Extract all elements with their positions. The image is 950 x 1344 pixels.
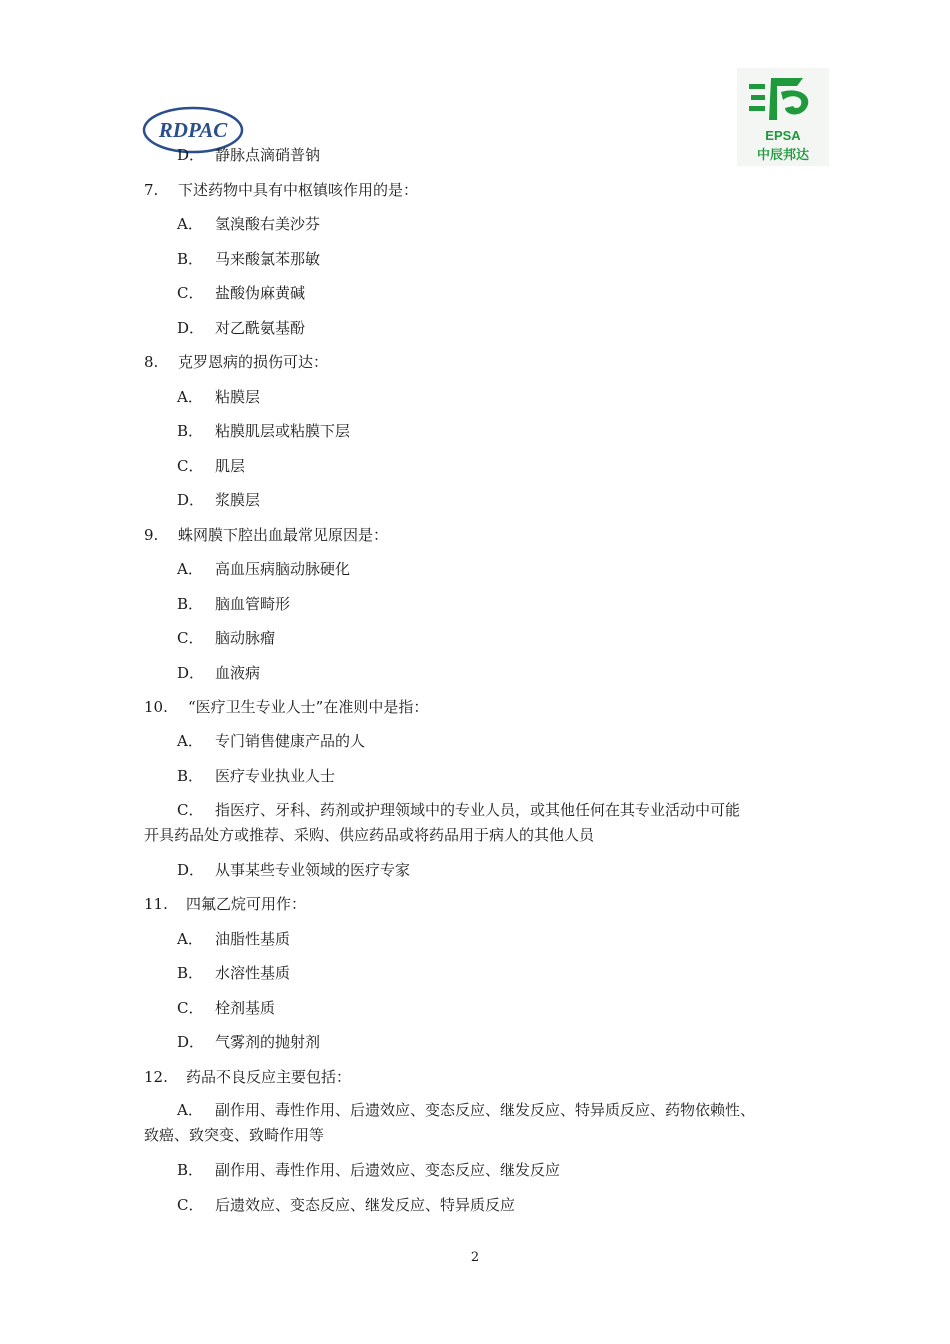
q9-option-c: C． 脑动脉瘤 — [177, 629, 276, 647]
q8-option-c: C． 肌层 — [177, 457, 246, 475]
q9-option-a: A． 高血压病脑动脉硬化 — [177, 560, 351, 578]
q7-option-a: A． 氢溴酸右美沙芬 — [177, 215, 321, 233]
page-number: 2 — [470, 1250, 480, 1265]
q7-option-d: D． 对乙酰氨基酚 — [177, 319, 306, 337]
epsa-logo — [737, 68, 829, 166]
question-11: 11. 四氟乙烷可用作： — [144, 895, 307, 913]
epsa-logo-text: EPSA — [765, 128, 801, 143]
q12-option-a: A． 副作用、毒性作用、后遗效应、变态反应、继发反应、特异质反应、药物依赖性、 致癌、致突变、致畸作用等 — [144, 1101, 756, 1144]
q9-option-b: B． 脑血管畸形 — [177, 595, 291, 613]
q7-option-c: C． 盐酸伪麻黄碱 — [177, 284, 306, 302]
q10-option-b: B． 医疗专业执业人士 — [177, 767, 336, 785]
question-7: 7. 下述药物中具有中枢镇咳作用的是： — [144, 181, 419, 199]
prev-option-d: D． 静脉点滴硝普钠 — [177, 146, 321, 164]
q12-option-b: B． 副作用、毒性作用、后遗效应、变态反应、继发反应 — [177, 1161, 561, 1179]
rdpac-logo-text: RDPAC — [158, 118, 228, 142]
q12-option-c: C． 后遗效应、变态反应、继发反应、特异质反应 — [177, 1196, 516, 1214]
question-12: 12. 药品不良反应主要包括： — [144, 1068, 352, 1086]
q8-option-b: B． 粘膜肌层或粘膜下层 — [177, 422, 351, 440]
q11-option-a: A． 油脂性基质 — [177, 930, 291, 948]
question-8: 8. 克罗恩病的损伤可达： — [144, 353, 329, 371]
q7-option-b: B． 马来酸氯苯那敏 — [177, 250, 321, 268]
q9-option-d: D． 血液病 — [177, 664, 261, 682]
q10-option-d: D． 从事某些专业领域的医疗专家 — [177, 861, 411, 879]
q11-option-d: D． 气雾剂的抛射剂 — [177, 1033, 321, 1051]
q10-option-a: A． 专门销售健康产品的人 — [177, 732, 366, 750]
epsa-logo-subtitle: 中辰邦达 — [756, 148, 810, 163]
q10-option-c: C． 指医疗、牙科、药剂或护理领域中的专业人员，或其他任何在其专业活动中可能 开具药品处方或推荐、采购、供应药品或将药品用于病人的其他人员 — [144, 801, 741, 844]
q11-option-b: B． 水溶性基质 — [177, 964, 291, 982]
question-10: 10. “医疗卫生专业人士”在准则中是指： — [144, 698, 429, 716]
question-9: 9. 蛛网膜下腔出血最常见原因是： — [144, 526, 389, 544]
q8-option-d: D． 浆膜层 — [177, 491, 261, 509]
q8-option-a: A． 粘膜层 — [177, 388, 261, 406]
q11-option-c: C． 栓剂基质 — [177, 999, 276, 1017]
